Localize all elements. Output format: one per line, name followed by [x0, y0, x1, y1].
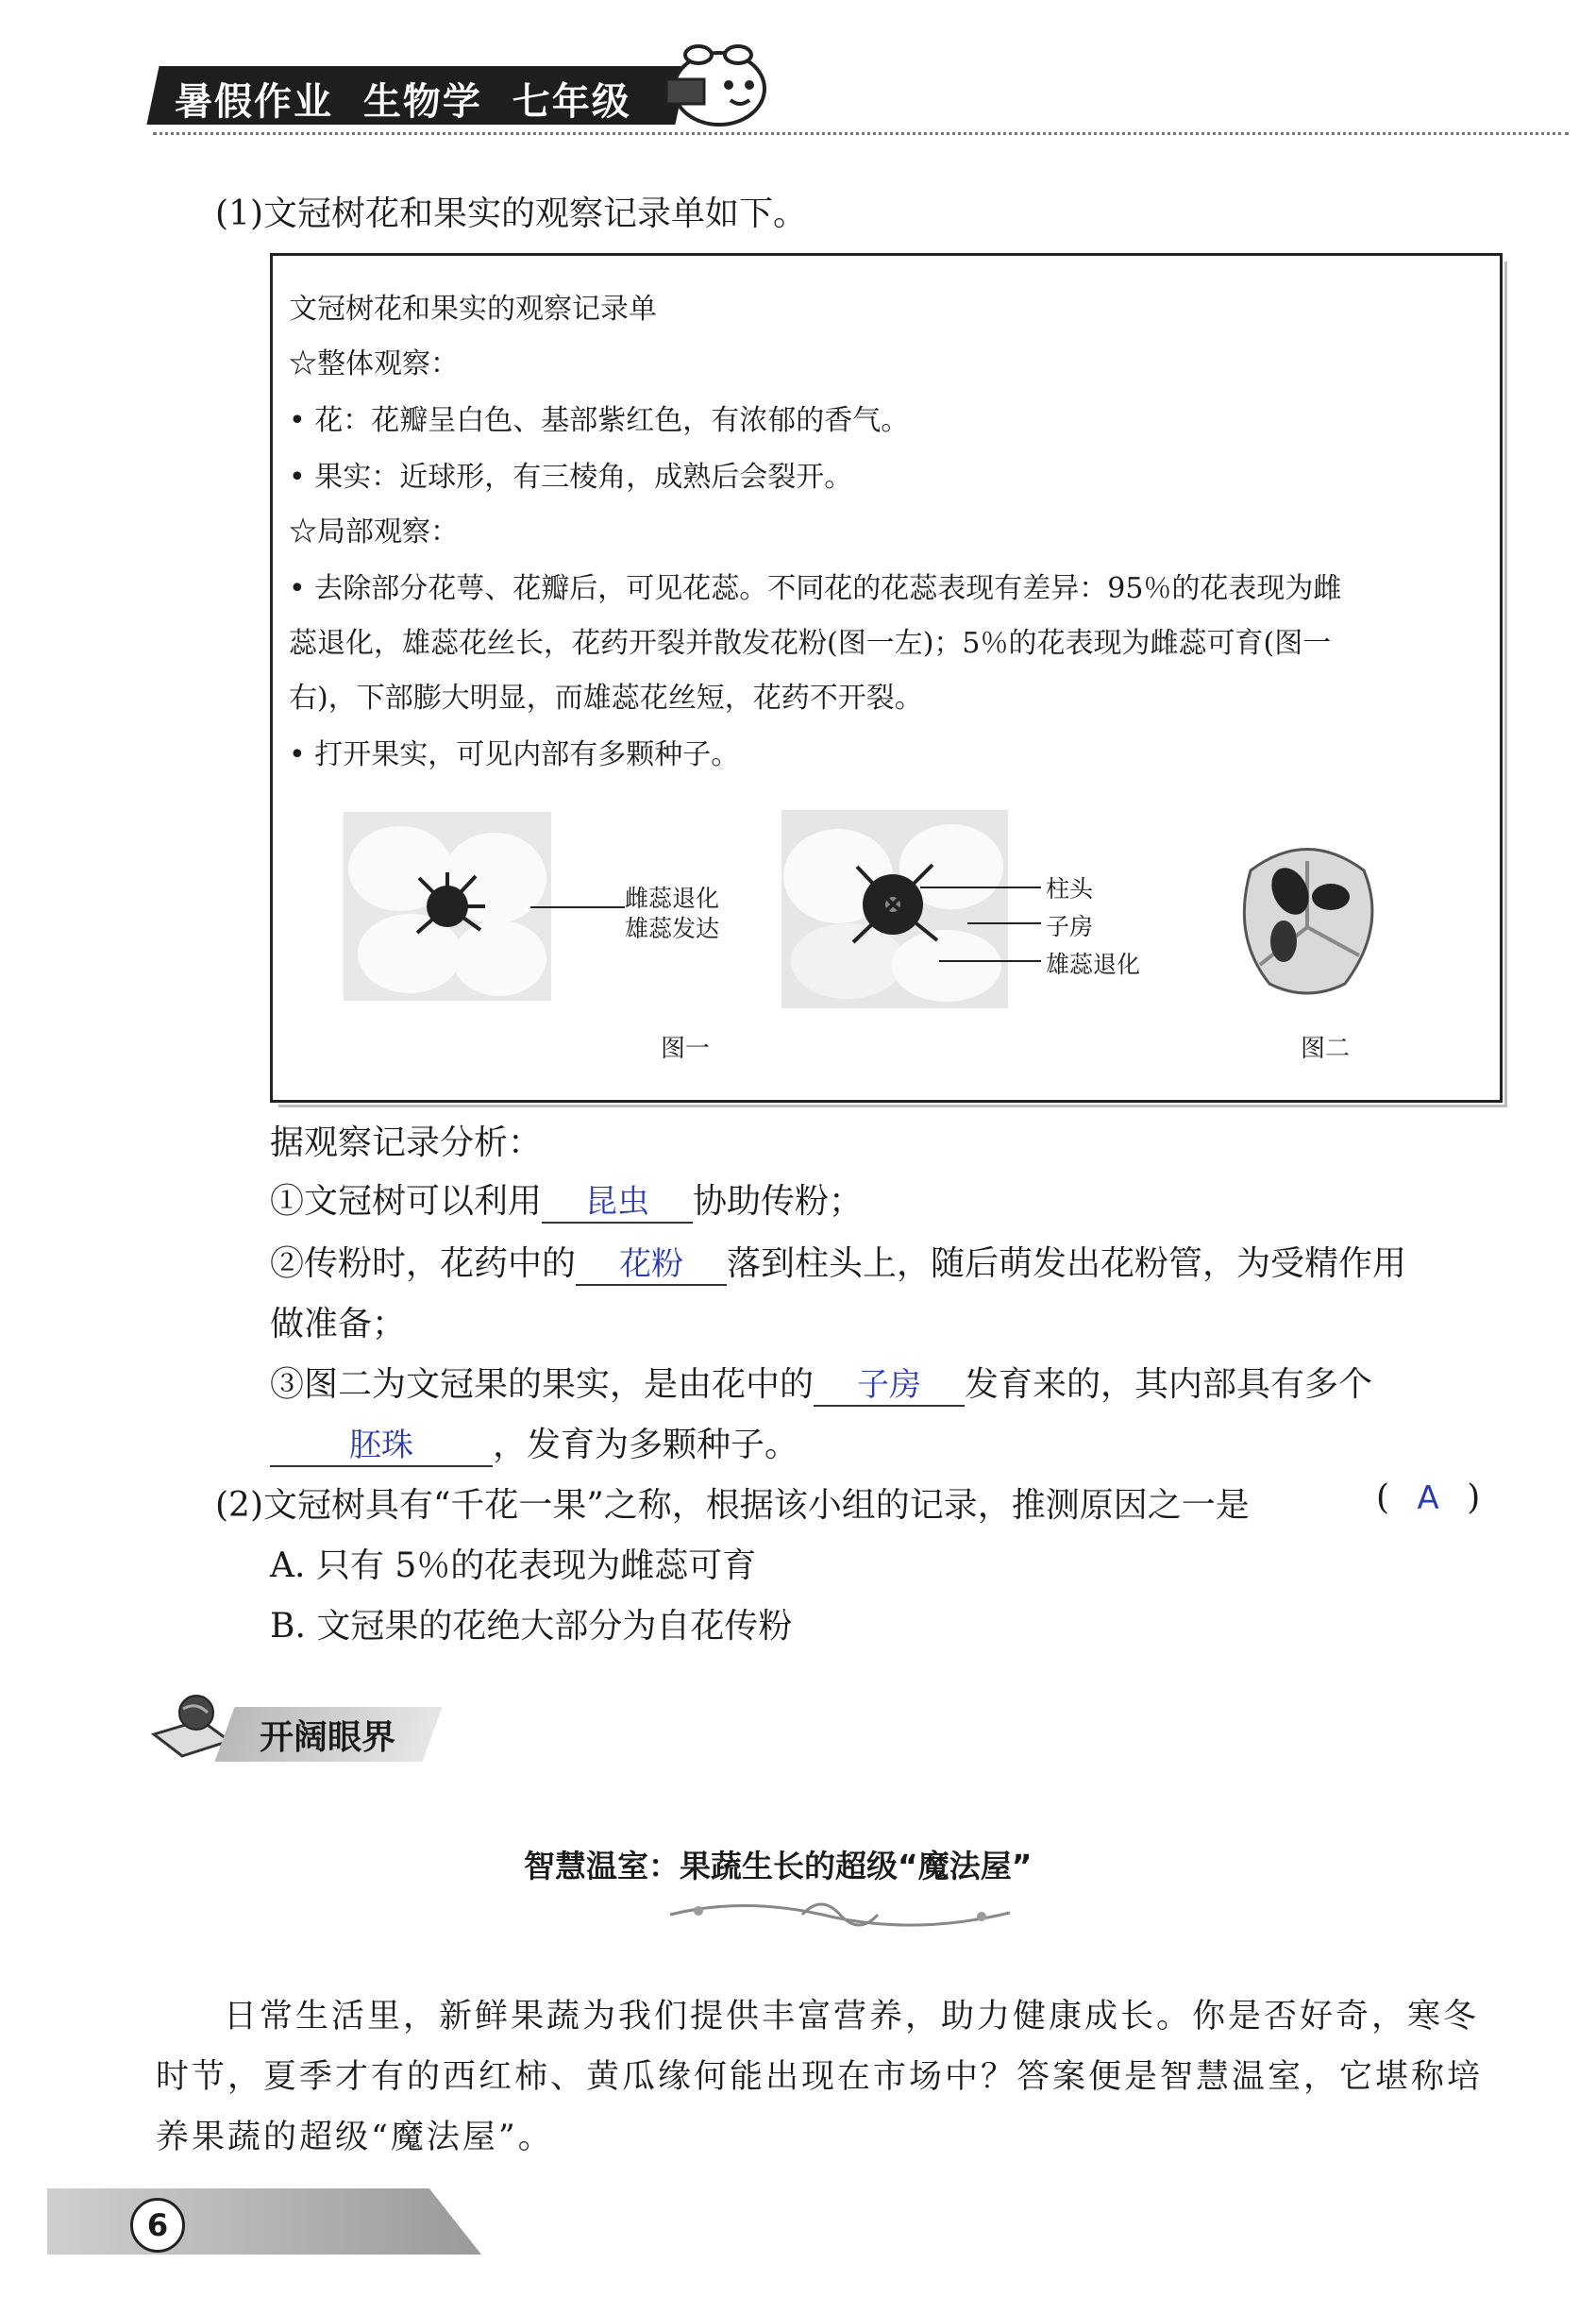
local-observation-line-1: • 去除部分花萼、花瓣后，可见花蕊。不同花的花蕊表现有差异：95％的花表现为雌 — [289, 572, 1342, 605]
item-1-answer-blank[interactable] — [542, 1175, 693, 1224]
item-2-continuation: 做准备； — [270, 1305, 407, 1343]
local-observation-line-2: 蕊退化，雄蕊花丝长，花药开裂并散发花粉(图一左)；5％的花表现为雌蕊可育(图一 — [289, 627, 1332, 660]
fruit-observation: • 果实：近球形，有三棱角，成熟后会裂开。 — [289, 461, 853, 494]
mascot-icon — [661, 42, 772, 128]
item-2-suffix: 落到柱头上，随后萌发出花粉管，为受精作用 — [727, 1244, 1407, 1283]
question-2-option-a: A. 只有 5％的花表现为雌蕊可育 — [270, 1546, 757, 1585]
overall-observation-heading: ☆整体观察： — [289, 347, 459, 380]
analysis-heading: 据观察记录分析： — [270, 1123, 543, 1162]
item-3-answer-2-blank[interactable] — [270, 1419, 493, 1467]
label-pistil-degenerated: 雌蕊退化 — [625, 885, 720, 912]
article-body — [156, 1986, 1496, 2168]
article-paragraph: 日常生活里，新鲜果蔬为我们提供丰富营养，助力健康成长。你是否好奇，寒冬时节，夏季才有的西红柿、黄瓜缘何能出现在市场中？答案便是智慧温室，它堪称培养果蔬的超级“魔法屋”。 — [156, 1998, 1484, 2156]
title-flourish-icon — [661, 1886, 1019, 1943]
item-3-prefix: ③图二为文冠果的果实，是由花中的 — [270, 1365, 815, 1404]
item-3-answer-blank[interactable] — [814, 1359, 965, 1407]
figure-1-right-pointers — [920, 878, 1043, 972]
item-1-prefix: ①文冠树可以利用 — [270, 1182, 543, 1221]
item-2-prefix: ②传粉时，花药中的 — [270, 1244, 577, 1283]
figure-1-left-flower-image — [344, 812, 551, 1001]
item-3-suffix: 发育来的，其内部具有多个 — [965, 1365, 1373, 1404]
paren-close: ) — [1467, 1478, 1481, 1517]
item-1-suffix: 协助传粉； — [693, 1182, 864, 1221]
figure-1-left-pointer — [530, 902, 625, 913]
open-fruit-observation: • 打开果实，可见内部有多颗种子。 — [289, 738, 740, 771]
record-title: 文冠树花和果实的观察记录单 — [289, 293, 657, 326]
item-3-suffix-2: ，发育为多颗种子。 — [493, 1426, 799, 1464]
header-divider — [153, 132, 1569, 135]
item-2-answer-blank[interactable] — [576, 1238, 727, 1286]
analysis-item-3-continuation — [270, 1418, 798, 1467]
question-1-intro: (1)文冠树花和果实的观察记录单如下。 — [215, 194, 807, 233]
label-stamen-degenerated: 雄蕊退化 — [1046, 951, 1141, 978]
question-2-answer: A — [1417, 1479, 1439, 1517]
item-1-answer: 昆虫 — [585, 1183, 650, 1221]
analysis-item-3 — [270, 1358, 1372, 1407]
figure-2-caption: 图二 — [1301, 1035, 1351, 1063]
item-2-answer: 花粉 — [619, 1245, 684, 1283]
section-title: 开阔眼界 — [260, 1718, 396, 1757]
label-stamen-developed: 雄蕊发达 — [625, 915, 720, 942]
paren-open: ( — [1376, 1478, 1390, 1517]
label-ovary: 子房 — [1046, 913, 1094, 940]
local-observation-heading: ☆局部观察： — [289, 515, 459, 549]
page-number-band — [47, 2188, 481, 2255]
label-stigma: 柱头 — [1046, 875, 1094, 903]
item-3-answer-2: 胚珠 — [349, 1427, 413, 1464]
analysis-item-2 — [270, 1237, 1406, 1286]
article-title: 智慧温室：果蔬生长的超级“魔法屋” — [524, 1848, 1033, 1884]
flower-observation: • 花：花瓣呈白色、基部紫红色，有浓郁的香气。 — [289, 404, 910, 437]
header-title: 暑假作业 生物学 七年级 — [175, 80, 631, 124]
analysis-item-1 — [270, 1174, 863, 1224]
page-number: 6 — [130, 2198, 185, 2253]
figure-2-fruit-image — [1232, 833, 1383, 998]
question-2-stem: (2)文冠树具有“千花一果”之称，根据该小组的记录，推测原因之一是 — [215, 1486, 1250, 1525]
item-3-answer: 子房 — [857, 1366, 922, 1404]
question-2-option-b: B. 文冠果的花绝大部分为自花传粉 — [270, 1607, 793, 1646]
figure-1-caption: 图一 — [661, 1035, 711, 1063]
question-2-answer-slot[interactable] — [1376, 1478, 1480, 1517]
local-observation-line-3: 右)，下部膨大明显，而雄蕊花丝短，花药不开裂。 — [289, 682, 923, 715]
